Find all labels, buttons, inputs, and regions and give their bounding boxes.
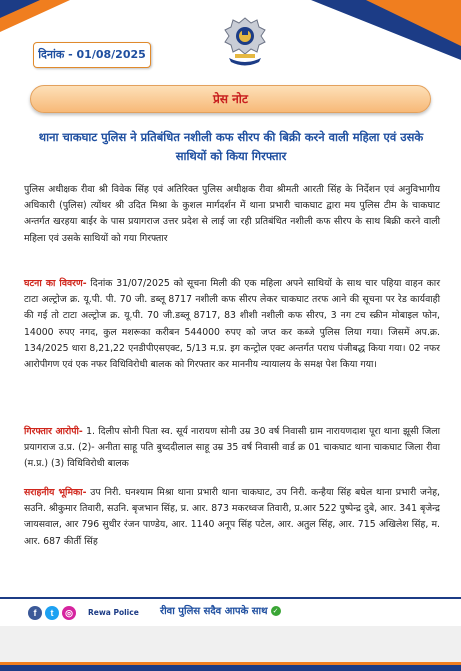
role-paragraph [24,485,440,550]
role-label: सराहनीय भूमिका- [24,487,87,498]
incident-text: दिनांक 31/07/2025 को सूचना मिली की एक महिला अपने साथियों के साथ चार पहिया वाहन कार टाटा अल्ट्रोज क्र. यू.पी. पी. 70 जी. डब्लू 8717 नशीली कफ सीरप लेकर चाकघाट तरफ आने की सूचना पर रेड कार्यवाही की गई तो टाटा अल्ट्रोज क्र. यू.पी. 70 जी.डब्लू 8717, 83 शीशी नशीली कफ सीरप, 3 नग टच स्क्रीन मोबाइल फोन, 14000 रुपए नगद, कुल मशरूका करीबन 544000 रुपए को जप्त कर कब्जे पुलिस लिया गया। जिसमें अप.क्र. 134/2025 धारा 8,21,22 एनडीपीएसएक्ट, 5/13 म.प्र. इग कन्ट्रोल एक्ट अन्तर्गत पराध पंजीबद्ध किया गया। 02 नफर आरोपीगण एवं एक नफर विधिविरोधी बालक को गिरफ्तार कर माननीय न्यायालय के समक्ष पेश किया गया। [24,278,440,371]
facebook-icon[interactable]: f [28,606,42,620]
press-note-title: प्रेस नोट [30,85,431,113]
date-label: दिनांक - 01/08/2025 [33,42,151,68]
police-emblem-icon [221,14,269,68]
check-circle-icon: ✓ [271,606,281,616]
accused-label: गिरफ्तार आरोपी- [24,426,83,437]
bottom-accent-navy [0,665,461,671]
headline: थाना चाकघाट पुलिस ने प्रतिबंधित नशीली कफ सीरप की बिक्री करने वाली महिला एवं उसके साथियों को किया गिरफ्तार [38,130,424,163]
corner-decoration-right-inner [366,0,461,46]
corner-decoration-left-inner [0,0,40,18]
incident-paragraph [24,276,440,373]
social-icons [28,606,76,620]
slogan-text: रीवा पुलिस सदैव आपके साथ [160,606,268,617]
role-text: उप निरी. घनश्याम मिश्रा थाना प्रभारी थाना चाकघाट, उप निरी. कन्हैया सिंह बघेल थाना प्रभारी जनेह, सउनि. श्रीकुमार तिवारी, सउनि. बृजभान सिंह, प्र. आर. 873 मकरध्वज तिवारी, प्र.आर 522 पुष्पेन्द्र दुबे, आर. 341 बृजेन्द्र जायसवाल, आर 796 सुधीर रंजन पाण्डेय, आर. 1140 अनूप सिंह पटेल, आर. अतुल सिंह, आर. 715 अखिलेश सिंह, म. आर. 687 कीर्ती सिंह [24,487,440,547]
instagram-icon[interactable]: ◎ [62,606,76,620]
footer-slogan [160,604,281,620]
social-handle: Rewa Police [88,608,139,617]
accused-text: 1. दिलीप सोनी पिता स्व. सूर्य नारायण सोनी उम्र 30 वर्ष निवासी ग्राम नारायणदाश पूरा थाना झूसी जिला प्रयागराज उ.प्र. (2)- अनीता साहू पति बुध्ददीलाल साहू उम्र 35 वर्ष निवासी वार्ड क्र 01 चाकघाट थाना चाकघाट जिला रीवा (म.प्र.) (3) विधिविरोधी बालक [24,426,441,470]
incident-label: घटना का विवरण- [24,278,87,289]
twitter-icon[interactable]: t [45,606,59,620]
accused-paragraph [24,424,440,473]
intro-paragraph: पुलिस अधीक्षक रीवा श्री विवेक सिंह एवं अतिरिक्त पुलिस अधीक्षक रीवा श्रीमती आरती सिंह के निर्देशन एवं अनुविभागीय अधिकारी (पुलिस) त्योंथर श्री उदित मिश्रा के कुशल मार्गदर्शन में थाना प्रभारी चाकघाट द्वारा मय पुलिस टीम के चाकघाट अन्तर्गत खरहया बाईर के पास प्रयागराज उत्तर प्रदेश से लाई जा रही प्रतिबंधित नशीली कफ सीरप के साथ बिक्री करने वाली महिला एवं उसके साथियों को गया गिरफ्तार [24,184,440,244]
